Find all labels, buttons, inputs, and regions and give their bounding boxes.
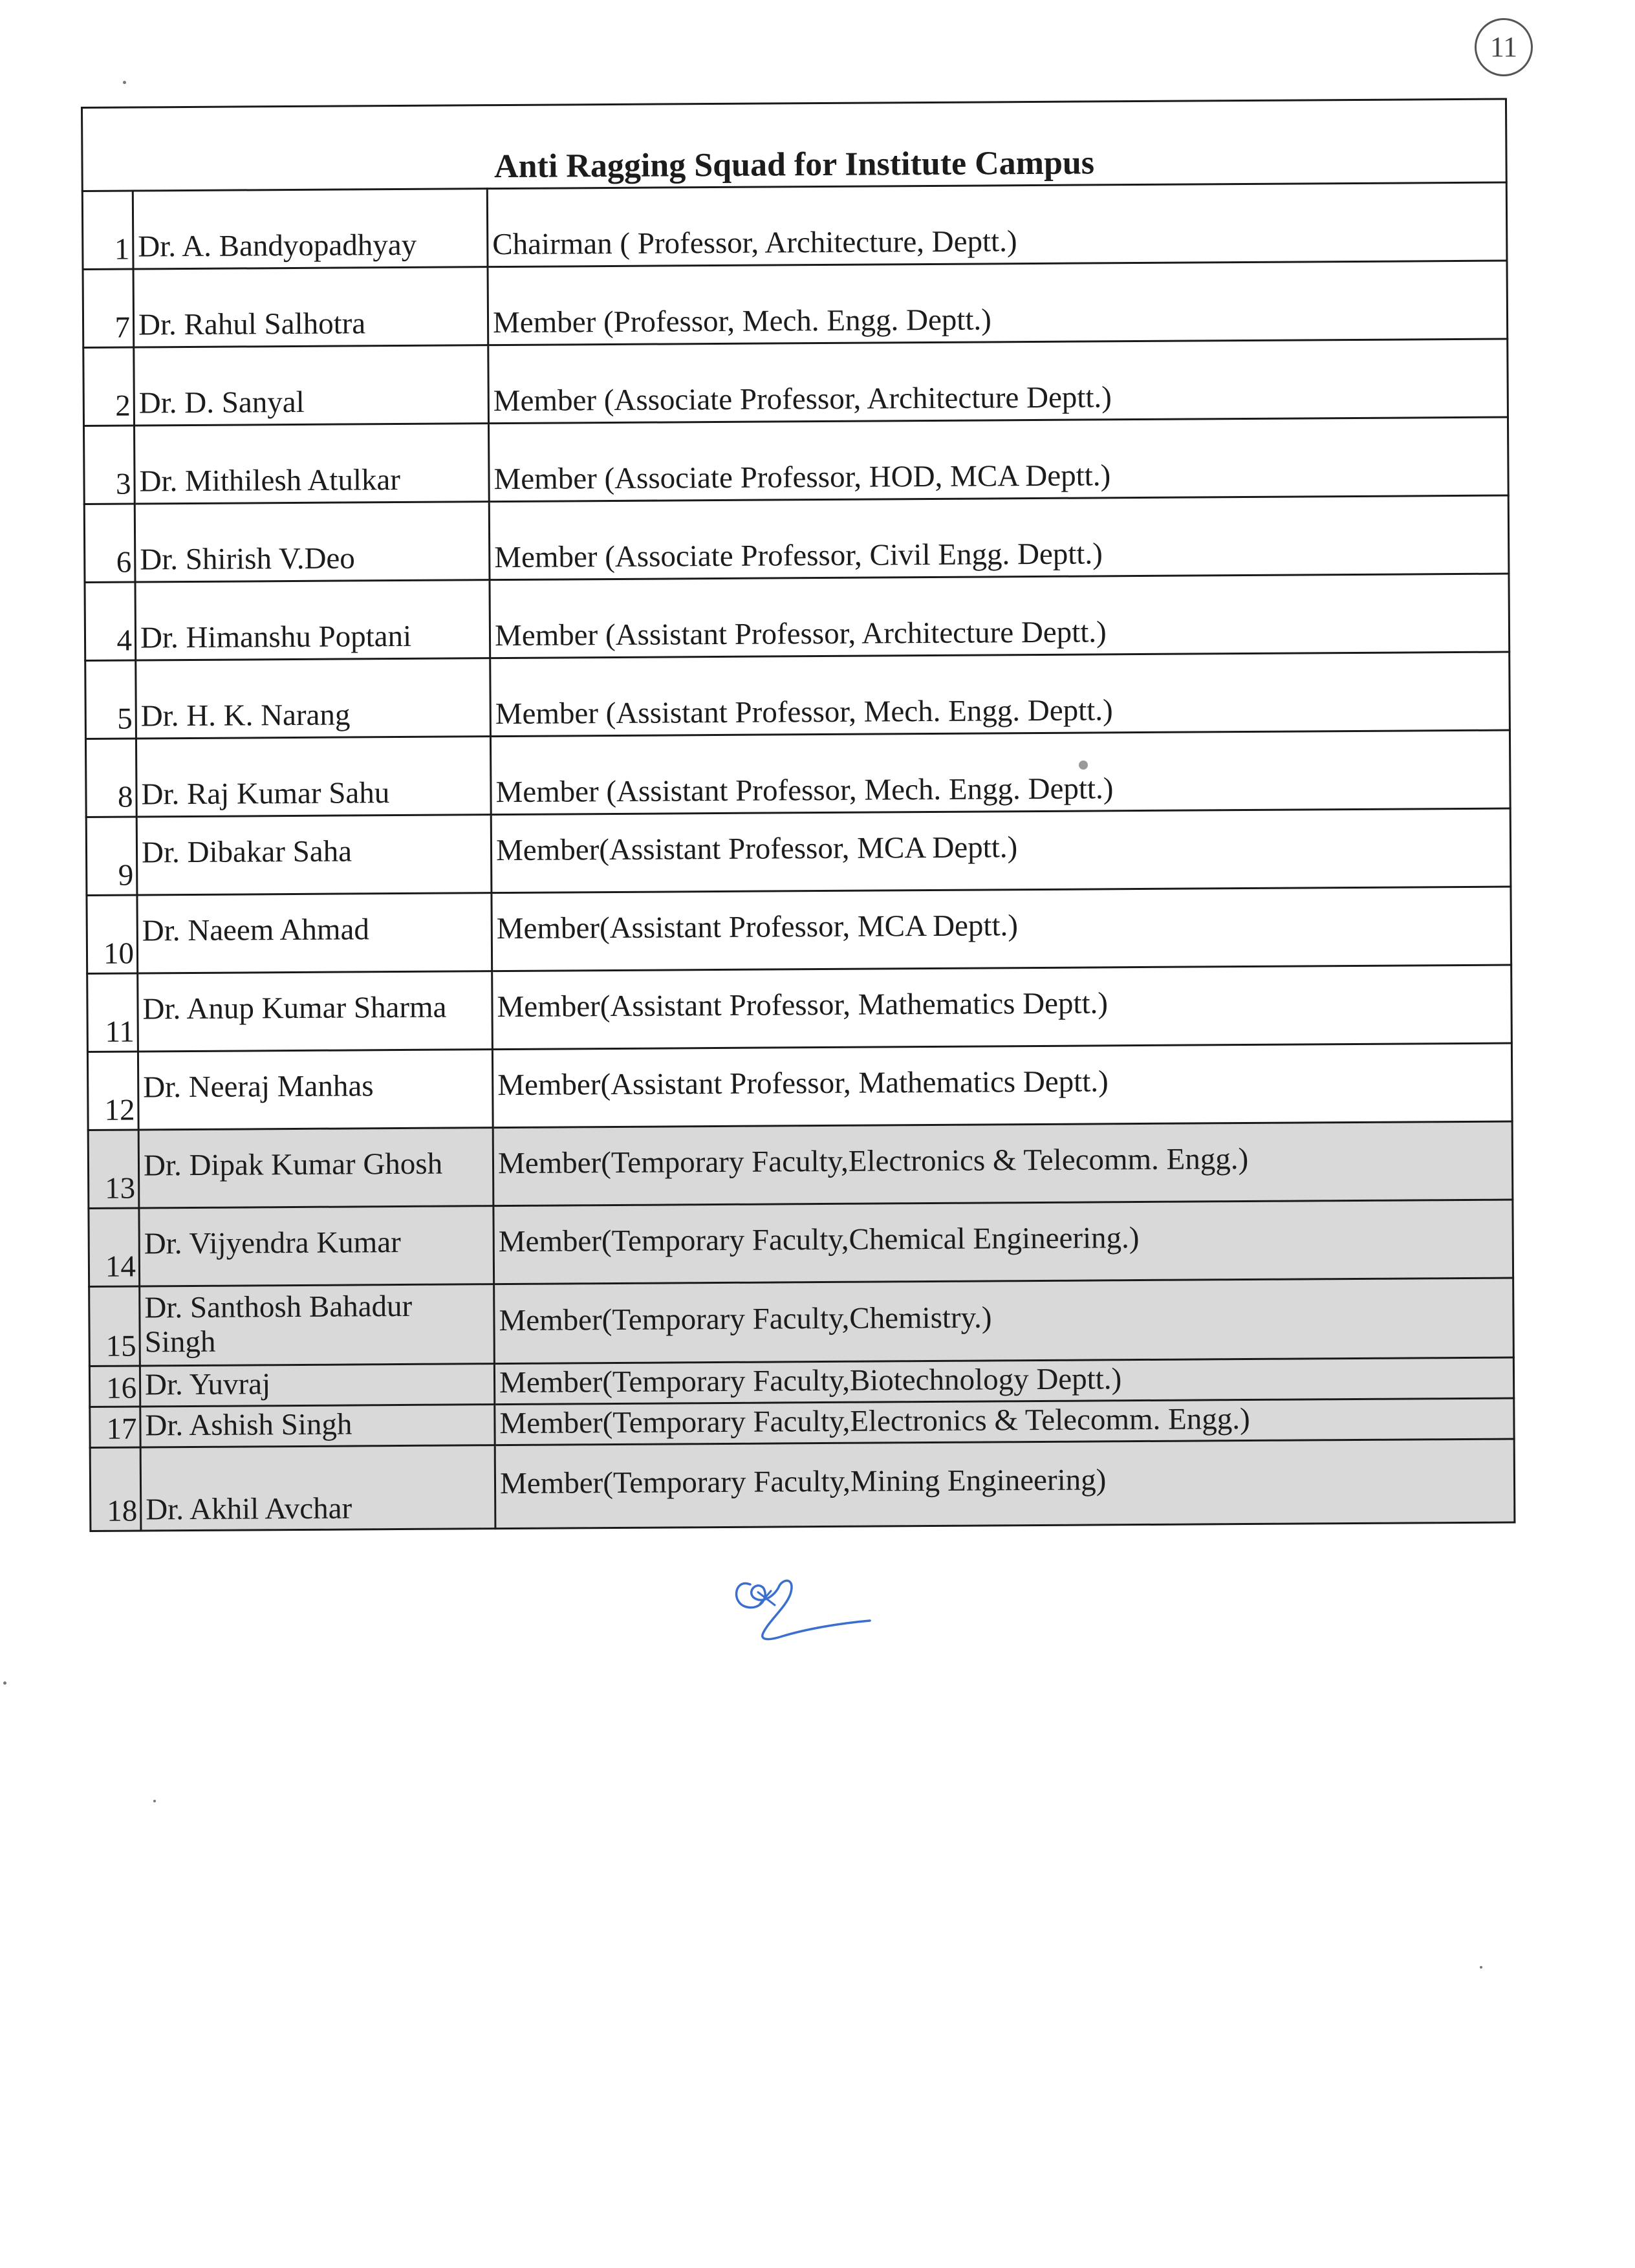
committee-table bbox=[81, 98, 1515, 1532]
row-number: 6 bbox=[84, 504, 135, 582]
row-number: 18 bbox=[90, 1447, 141, 1531]
table-row-temporary bbox=[90, 1439, 1515, 1531]
member-role: Chairman ( Professor, Architecture, Deptt.) bbox=[487, 182, 1507, 267]
table-row bbox=[87, 887, 1511, 973]
row-number: 16 bbox=[89, 1366, 140, 1407]
row-number: 5 bbox=[85, 660, 136, 739]
page-number: 11 bbox=[1475, 18, 1533, 76]
member-role: Member(Assistant Professor, MCA Deptt.) bbox=[492, 887, 1511, 971]
member-role: Member(Temporary Faculty,Mining Engineering) bbox=[495, 1439, 1515, 1529]
member-name: Dr. A. Bandyopadhyay bbox=[133, 189, 488, 269]
member-role: Member(Temporary Faculty,Chemistry.) bbox=[494, 1278, 1514, 1364]
member-name: Dr. Himanshu Poptani bbox=[135, 580, 490, 660]
table-row bbox=[86, 808, 1511, 895]
row-number: 10 bbox=[87, 895, 138, 973]
member-role: Member (Assistant Professor, Mech. Engg. Deptt.) bbox=[490, 730, 1510, 815]
member-name: Dr. Neeraj Manhas bbox=[138, 1050, 493, 1130]
scan-speck bbox=[1079, 761, 1088, 770]
table-row bbox=[87, 965, 1512, 1052]
member-role: Member (Associate Professor, Architecture Deptt.) bbox=[488, 339, 1508, 424]
member-role: Member (Professor, Mech. Engg. Deptt.) bbox=[488, 261, 1508, 345]
scan-speck bbox=[3, 1681, 6, 1685]
member-role: Member (Associate Professor, Civil Engg. Deptt.) bbox=[489, 495, 1509, 580]
member-name: Dr. Dipak Kumar Ghosh bbox=[138, 1128, 493, 1208]
table-row bbox=[83, 261, 1508, 347]
member-name: Dr. Raj Kumar Sahu bbox=[136, 737, 491, 817]
member-name: Dr. Akhil Avchar bbox=[140, 1445, 495, 1531]
member-name: Dr. Vijyendra Kumar bbox=[139, 1206, 494, 1286]
member-role: Member(Temporary Faculty,Electronics & Telecomm. Engg.) bbox=[493, 1121, 1513, 1206]
member-role: Member(Temporary Faculty,Chemical Engineering.) bbox=[493, 1200, 1513, 1284]
member-role: Member(Temporary Faculty,Biotechnology Deptt.) bbox=[494, 1357, 1513, 1405]
member-role: Member(Assistant Professor, Mathematics Deptt.) bbox=[492, 1043, 1512, 1128]
row-number: 2 bbox=[83, 347, 135, 426]
member-name: Dr. Shirish V.Deo bbox=[135, 502, 490, 582]
row-number: 4 bbox=[85, 582, 136, 660]
table-row bbox=[84, 417, 1509, 504]
table-row-temporary bbox=[89, 1278, 1514, 1366]
row-number: 3 bbox=[84, 426, 135, 504]
table-row bbox=[83, 339, 1508, 426]
row-number: 8 bbox=[85, 739, 136, 817]
table-row bbox=[84, 495, 1509, 582]
row-number: 17 bbox=[90, 1407, 140, 1447]
member-name: Dr. Yuvraj bbox=[140, 1364, 494, 1407]
member-role: Member (Assistant Professor, Mech. Engg. Deptt.) bbox=[490, 652, 1510, 737]
member-role: Member(Temporary Faculty,Electronics & Telecomm. Engg.) bbox=[495, 1398, 1514, 1445]
row-number: 11 bbox=[87, 973, 138, 1052]
member-name: Dr. Anup Kumar Sharma bbox=[138, 971, 493, 1052]
row-number: 13 bbox=[88, 1130, 139, 1208]
member-name: Dr. Ashish Singh bbox=[140, 1405, 495, 1447]
table-row bbox=[82, 182, 1507, 269]
table-title: Anti Ragging Squad for Institute Campus bbox=[82, 99, 1507, 191]
scan-speck bbox=[123, 81, 126, 84]
table-row bbox=[85, 730, 1510, 817]
member-role: Member(Assistant Professor, Mathematics Deptt.) bbox=[492, 965, 1512, 1050]
table-row bbox=[85, 574, 1510, 660]
member-role: Member (Assistant Professor, Architecture Deptt.) bbox=[490, 574, 1510, 658]
member-role: Member (Associate Professor, HOD, MCA Deptt.) bbox=[489, 417, 1509, 502]
member-name: Dr. Rahul Salhotra bbox=[133, 267, 488, 347]
member-name: Dr. D. Sanyal bbox=[134, 345, 489, 426]
row-number: 7 bbox=[83, 269, 134, 347]
member-name: Dr. Naeem Ahmad bbox=[137, 893, 492, 973]
member-name: Dr. Santhosh Bahadur Singh bbox=[140, 1284, 495, 1366]
row-number: 14 bbox=[89, 1208, 140, 1286]
row-number: 12 bbox=[87, 1052, 138, 1130]
member-role: Member(Assistant Professor, MCA Deptt.) bbox=[491, 808, 1511, 893]
scan-speck bbox=[1480, 1966, 1482, 1969]
row-number: 1 bbox=[82, 191, 133, 269]
table-row bbox=[87, 1043, 1512, 1130]
row-number: 9 bbox=[86, 817, 137, 895]
table-row-temporary bbox=[89, 1200, 1513, 1286]
scan-speck bbox=[153, 1800, 156, 1802]
member-name: Dr. Dibakar Saha bbox=[136, 815, 492, 895]
member-name: Dr. H. K. Narang bbox=[136, 658, 491, 739]
table-row-temporary bbox=[88, 1121, 1513, 1208]
table-row bbox=[85, 652, 1510, 739]
handwritten-signature bbox=[724, 1559, 873, 1656]
member-name: Dr. Mithilesh Atulkar bbox=[135, 424, 490, 504]
row-number: 15 bbox=[89, 1286, 140, 1366]
